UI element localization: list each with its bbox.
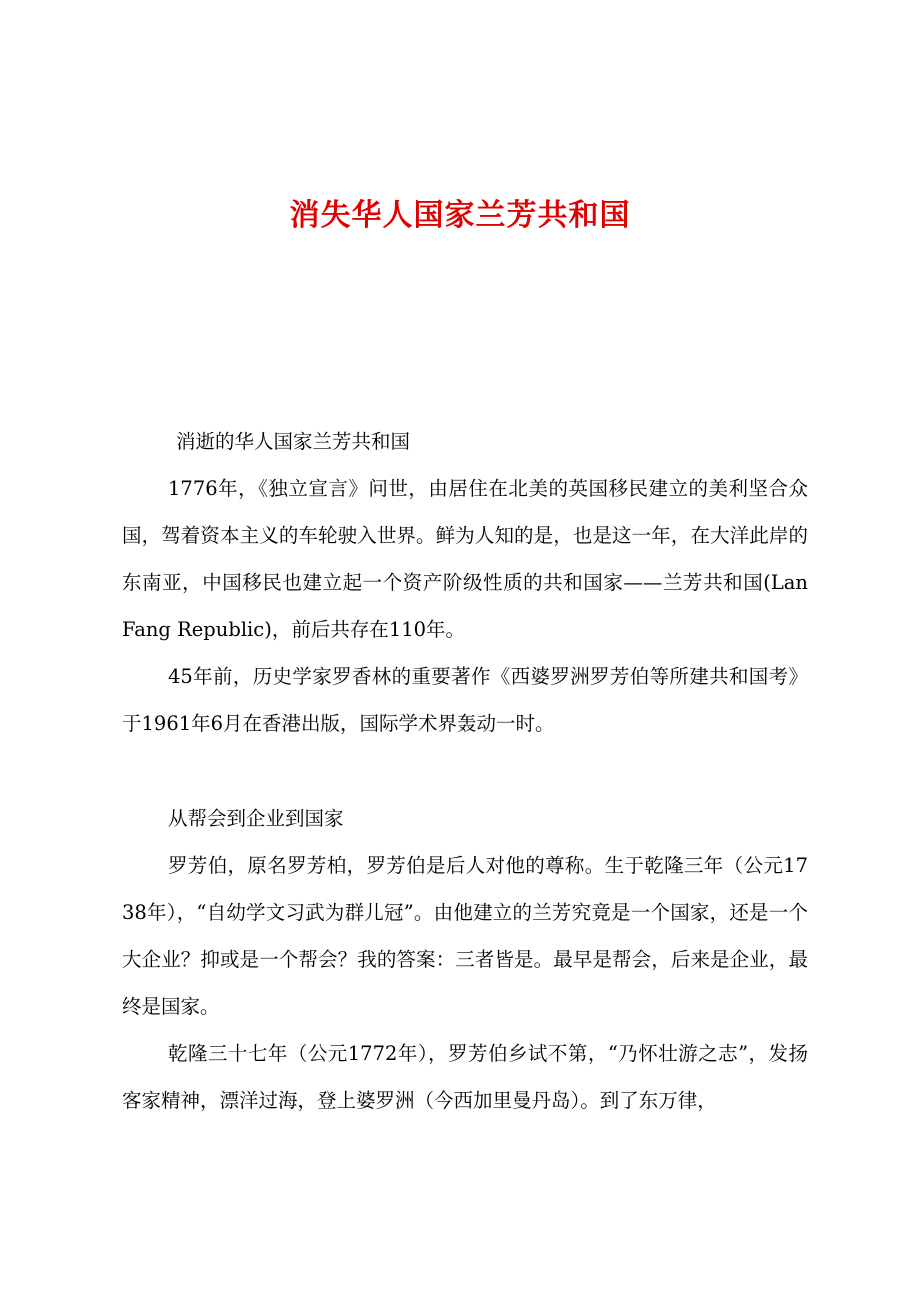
- section-heading: 从帮会到企业到国家: [168, 807, 344, 830]
- paragraph: 45年前，历史学家罗香林的重要著作《西婆罗洲罗芳伯等所建共和国考》于1961年6月在香港出版，国际学术界轰动一时。: [122, 665, 808, 735]
- paragraph: 1776年，《独立宣言》问世，由居住在北美的英国移民建立的美利坚合众国，驾着资本主义的车轮驶入世界。鲜为人知的是，也是这一年，在大洋此岸的东南亚，中国移民也建立起一个资产阶级性质的共和国家——兰芳共和国(Lan Fang Republic)，前后共存在110年。: [122, 477, 808, 641]
- paragraph: 罗芳伯，原名罗芳柏，罗芳伯是后人对他的尊称。生于乾隆三年（公元1738年），“自幼学文习武为群儿冠”。由他建立的兰芳究竟是一个国家，还是一个大企业？抑或是一个帮会？我的答案：三者皆是。最早是帮会，后来是企业，最终是国家。: [122, 854, 808, 1018]
- document-subtitle: 消逝的华人国家兰芳共和国: [176, 430, 411, 453]
- document-title: 消失华人国家兰芳共和国: [289, 198, 631, 233]
- document-body: [122, 418, 808, 1124]
- section-spacer: [122, 747, 808, 795]
- paragraph: 乾隆三十七年（公元1772年），罗芳伯乡试不第，“乃怀壮游之志”，发扬客家精神，漂洋过海，登上婆罗洲（今西加里曼丹岛）。到了东万律，: [122, 1042, 808, 1112]
